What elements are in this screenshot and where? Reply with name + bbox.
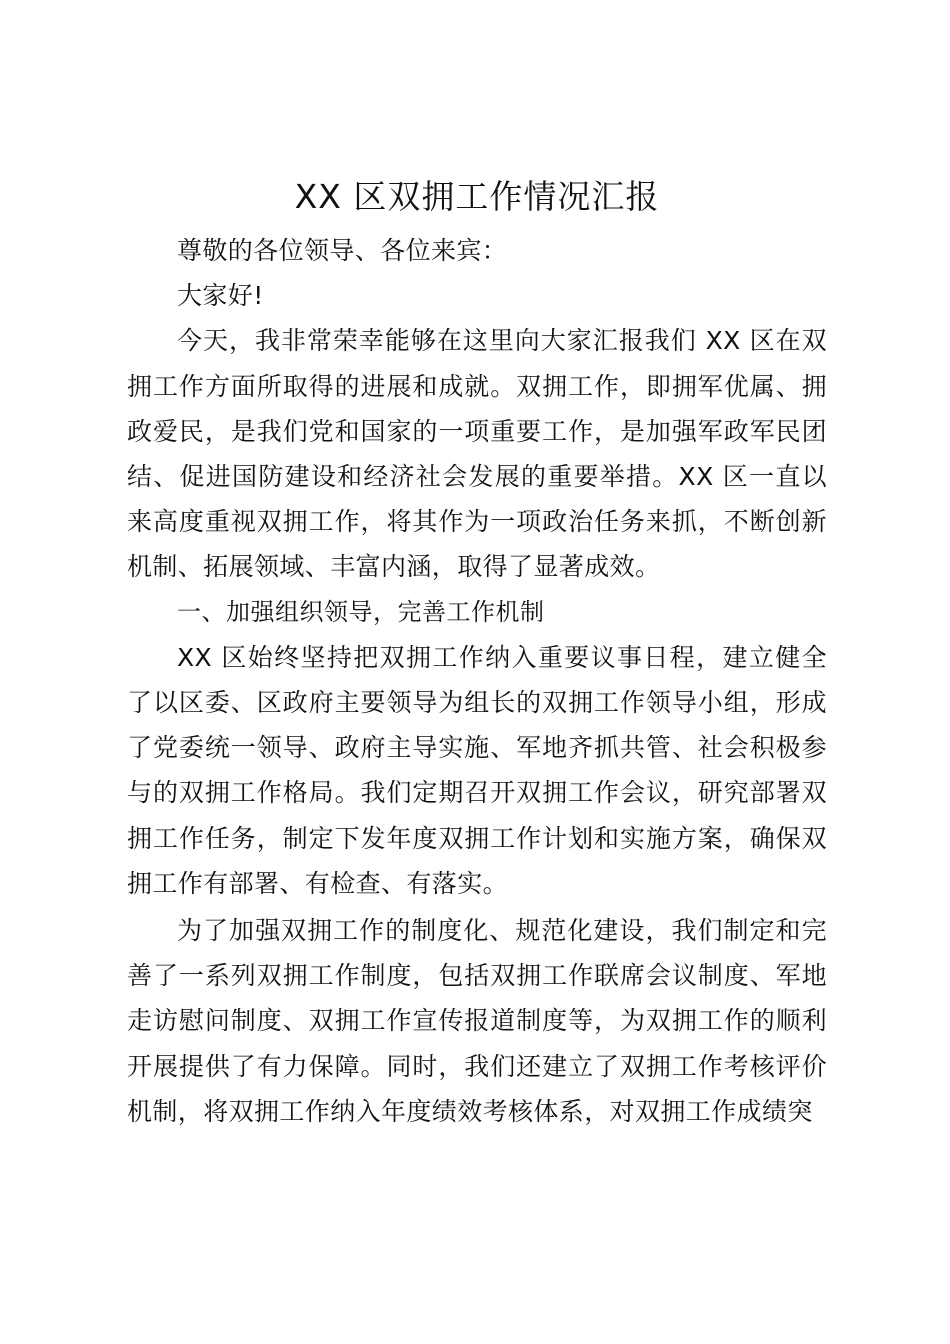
- document-title: XX 区双拥工作情况汇报: [294, 177, 660, 216]
- section-1-heading: 一、加强组织领导，完善工作机制: [177, 597, 545, 626]
- section-1-paragraph-2: 为了加强双拥工作的制度化、规范化建设，我们制定和完善了一系列双拥工作制度，包括双拥工作联席会议制度、军地走访慰问制度、双拥工作宣传报道制度等，为双拥工作的顺利开展提供了有力保障。同时，我们还建立了双拥工作考核评价机制，将双拥工作纳入年度绩效考核体系，对双拥工作成绩突: [127, 916, 827, 1126]
- document-body: [127, 166, 827, 1134]
- salutation: 尊敬的各位领导、各位来宾：: [177, 236, 508, 265]
- section-1-paragraph-1: XX 区始终坚持把双拥工作纳入重要议事日程，建立健全了以区委、区政府主要领导为组长的双拥工作领导小组，形成了党委统一领导、政府主导实施、军地齐抓共管、社会积极参与的双拥工作格局。我们定期召开双拥工作会议，研究部署双拥工作任务，制定下发年度双拥工作计划和实施方案，确保双拥工作有部署、有检查、有落实。: [127, 642, 827, 898]
- intro-paragraph: 今天，我非常荣幸能够在这里向大家汇报我们 XX 区在双拥工作方面所取得的进展和成就。双拥工作，即拥军优属、拥政爱民，是我们党和国家的一项重要工作，是加强军政军民团结、促进国防建设和经济社会发展的重要举措。XX 区一直以来高度重视双拥工作，将其作为一项政治任务来抓，不断创新机制、拓展领域、丰富内涵，取得了显著成效。: [127, 326, 827, 582]
- greeting: 大家好!: [177, 281, 264, 311]
